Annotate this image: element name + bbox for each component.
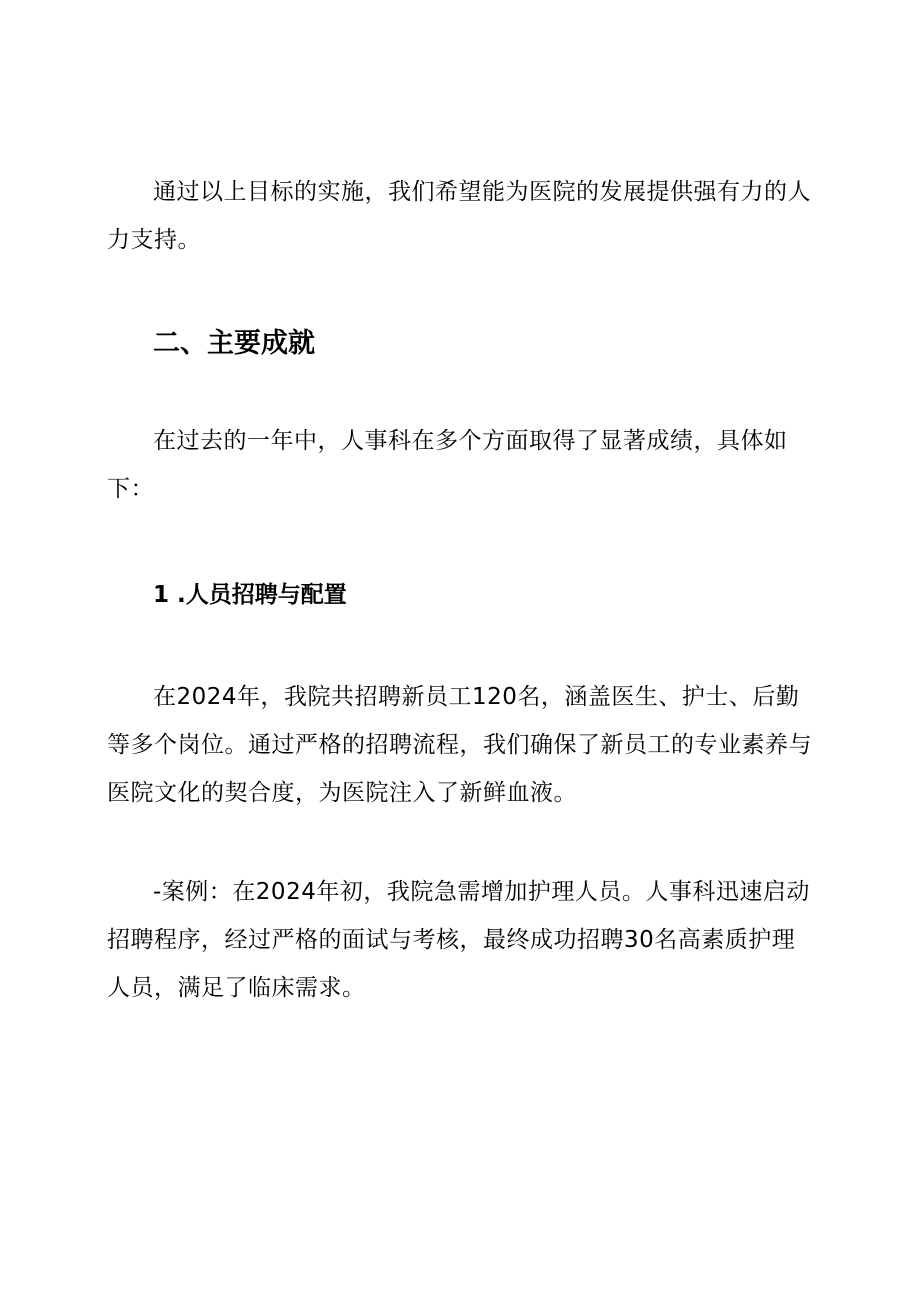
section-intro-paragraph: 在过去的一年中，人事科在多个方面取得了显著成绩，具体如下： (107, 428, 788, 502)
section-heading: 二、主要成就 (153, 328, 315, 359)
intro-paragraph: 通过以上目标的实施，我们希望能为医院的发展提供强有力的人力支持。 (107, 179, 811, 253)
recruitment-paragraph: 在2024年，我院共招聘新员工120名，涵盖医生、护士、后勤等多个岗位。通过严格的招聘流程，我们确保了新员工的专业素养与医院文化的契合度，为医院注入了新鲜血液。 (107, 684, 812, 806)
subsection-heading: 1 .人员招聘与配置 (153, 582, 347, 608)
case-paragraph: -案例：在2024年初，我院急需增加护理人员。人事科迅速启动招聘程序，经过严格的面试与考核，最终成功招聘30名高素质护理人员，满足了临床需求。 (107, 879, 810, 1001)
